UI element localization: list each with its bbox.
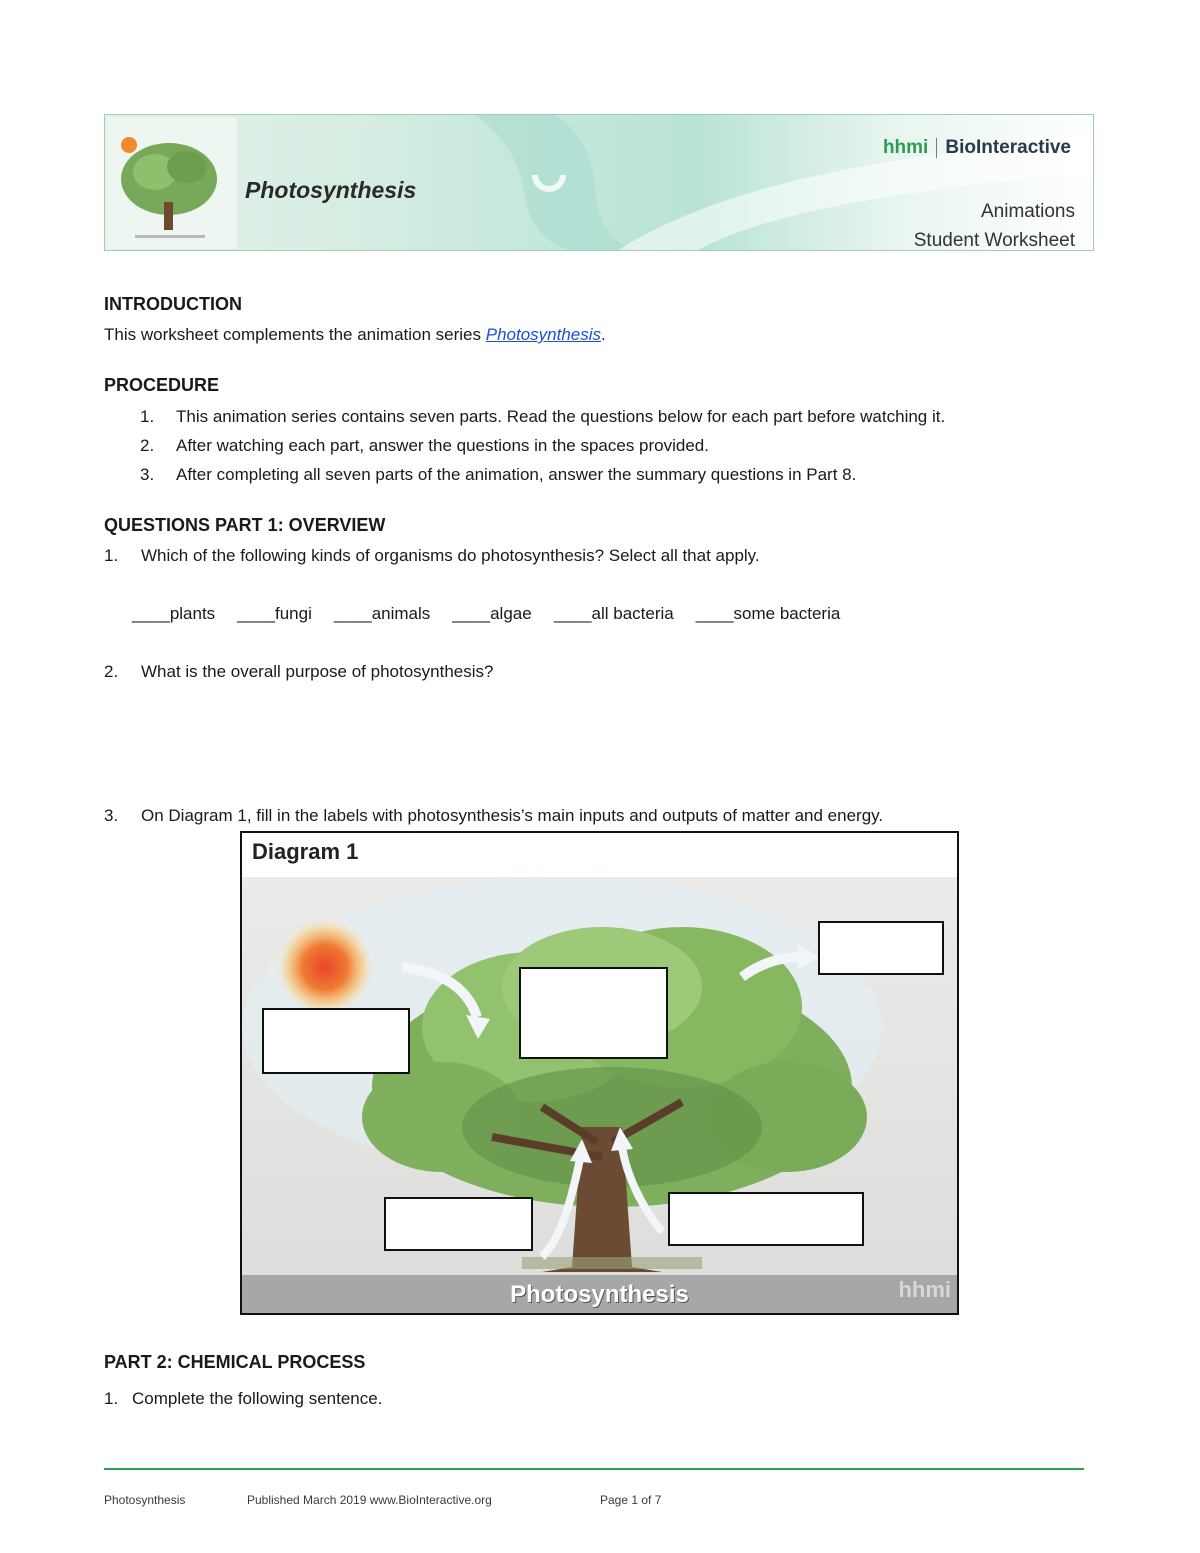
brand-separator — [936, 138, 937, 158]
footer-page-number: Page 1 of 7 — [600, 1493, 662, 1507]
header-banner — [104, 114, 1094, 251]
question-text: What is the overall purpose of photosynthesis? — [141, 662, 494, 681]
banner-subtitle — [914, 197, 1075, 251]
diagram-footer-title: Photosynthesis — [510, 1281, 689, 1308]
part1-heading: QUESTIONS PART 1: OVERVIEW — [104, 515, 386, 535]
organism-options — [132, 604, 862, 624]
footer-published: Published March 2019 www.BioInteractive.org — [247, 1493, 492, 1507]
procedure-item-text: This animation series contains seven parts. Read the questions below for each part before watching it. — [176, 406, 946, 426]
procedure-item-number: 1. — [140, 406, 155, 426]
banner-sub-worksheet: Student Worksheet — [913, 230, 1075, 251]
label-box-canopy[interactable] — [519, 967, 668, 1059]
intro-text-after: . — [601, 325, 606, 344]
option-plants[interactable]: ____plants — [132, 604, 216, 623]
brand-logo — [883, 137, 1071, 159]
procedure-item-number: 3. — [140, 464, 155, 484]
tree-thumbnail-image — [107, 117, 237, 249]
intro-text-before: This worksheet complements the animation series — [104, 325, 486, 344]
procedure-item — [140, 402, 945, 431]
procedure-heading: PROCEDURE — [104, 375, 220, 395]
procedure-item-number: 2. — [140, 435, 155, 455]
part2-question-1 — [104, 1389, 382, 1409]
banner-sub-animations: Animations — [981, 201, 1075, 222]
part2-heading: PART 2: CHEMICAL PROCESS — [104, 1352, 366, 1372]
question-3 — [104, 806, 883, 826]
option-algae[interactable]: ____algae — [452, 604, 532, 623]
brand-biointeractive: BioInteractive — [945, 137, 1071, 158]
banner-title: Photosynthesis — [245, 177, 417, 203]
question-text: Complete the following sentence. — [132, 1389, 383, 1408]
option-all-bacteria[interactable]: ____all bacteria — [553, 604, 674, 623]
footer-divider — [104, 1468, 1084, 1470]
option-fungi[interactable]: ____fungi — [237, 604, 312, 623]
tree-thumbnail — [107, 117, 237, 249]
procedure-item-text: After watching each part, answer the questions in the spaces provided. — [176, 435, 709, 455]
label-box-input-right[interactable] — [668, 1192, 864, 1246]
label-box-light-energy[interactable] — [262, 1008, 410, 1074]
diagram-1 — [240, 831, 959, 1315]
photosynthesis-link[interactable]: Photosynthesis — [485, 325, 602, 344]
diagram-hhmi-watermark: hhmi — [898, 1277, 951, 1302]
question-number: 1. — [104, 546, 119, 565]
footer-title: Photosynthesis — [104, 1493, 186, 1507]
question-2 — [104, 662, 493, 682]
procedure-item — [140, 431, 945, 460]
procedure-list — [140, 402, 945, 489]
intro-text — [104, 325, 606, 345]
question-number: 2. — [104, 662, 119, 681]
label-box-output[interactable] — [818, 921, 944, 975]
procedure-item — [140, 460, 945, 489]
diagram-title: Diagram 1 — [252, 839, 359, 864]
procedure-item-text: After completing all seven parts of the animation, answer the summary questions in Part 8. — [176, 464, 857, 484]
intro-heading: INTRODUCTION — [104, 294, 242, 314]
option-animals[interactable]: ____animals — [333, 604, 431, 623]
label-box-input-left[interactable] — [384, 1197, 533, 1251]
brand-hhmi: hhmi — [882, 137, 929, 158]
question-number: 3. — [104, 806, 119, 825]
question-number: 1. — [104, 1389, 119, 1408]
question-text: On Diagram 1, fill in the labels with photosynthesis’s main inputs and outputs of matter and energy. — [141, 806, 884, 825]
question-text: Which of the following kinds of organisms do photosynthesis? Select all that apply. — [141, 546, 760, 565]
question-1 — [104, 546, 760, 566]
option-some-bacteria[interactable]: ____some bacteria — [695, 604, 841, 623]
